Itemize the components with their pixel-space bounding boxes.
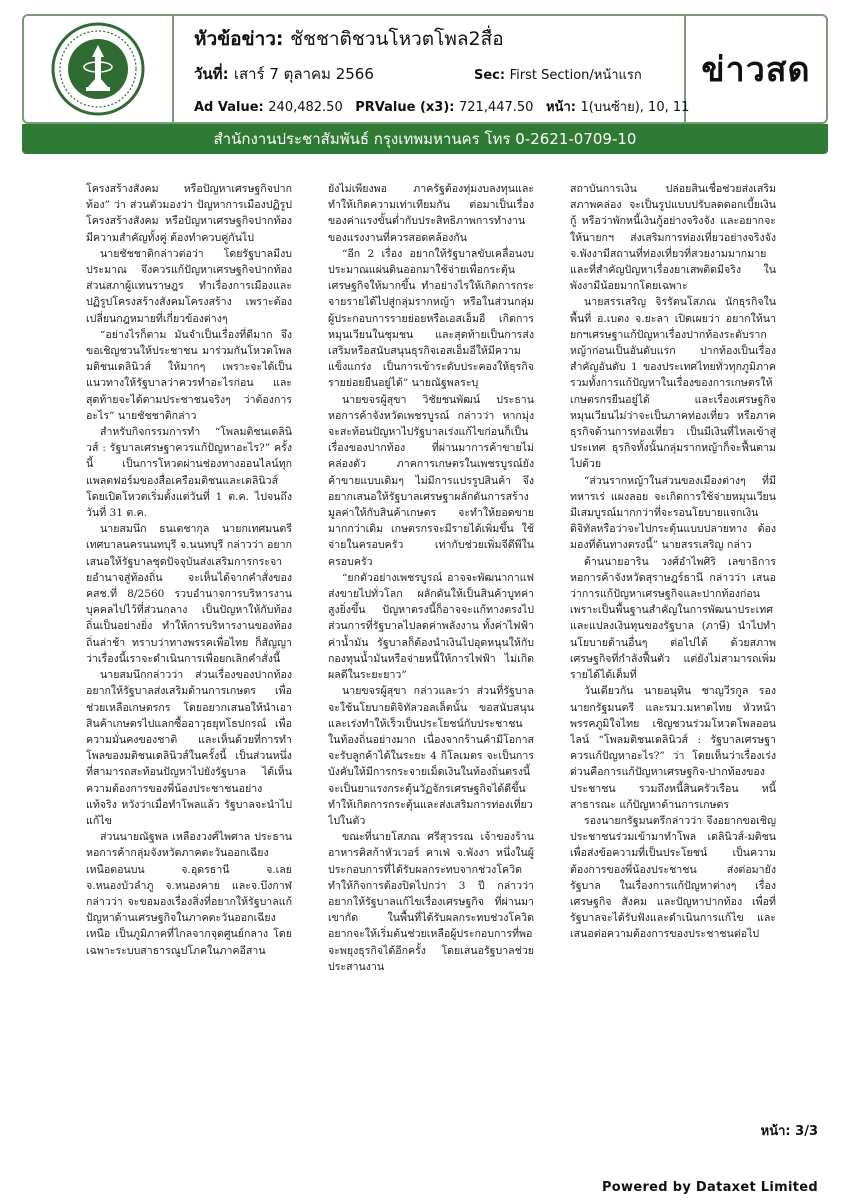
date-text: เสาร์ 7 ตุลาคม 2566 [233, 65, 374, 83]
article-paragraph: นายขจรผู้สุขา กล่าวและว่า ส่วนที่รัฐบาลจะใช้นโยบายดิจิทัลวอลเล็ตนั้น ขอสนับสนุนและเร่งทำให้เร็วเป็นประโยชน์กับประชาชนในท้องถิ่นอย่างมาก เนื่องจากร้านค้ามีโอกาสจะรับลูกค้าได้ในระยะ 4 กิโลเมตร จะเป็นการบังคับให้มีการกระจายเม็ดเงินในท้องถิ่นตรงนี้จะเป็นยาแรงกระตุ้นวัฏจักรเศรษฐกิจได้ดีขึ้น ทำให้เกิดการกระตุ้นและส่งเสริมการท่องเที่ยวไปในตัว [328, 685, 534, 827]
article-column-3 [570, 181, 776, 1091]
article-paragraph: ส่วนนายณัฐพล เหลืองวงศ์ไพศาล ประธานหอการค้ากลุ่มจังหวัดภาคตะวันออกเฉียงเหนือตอนบน จ.อุดรธานี จ.เลย จ.หนองบัวลำภู จ.หนองคาย และจ.บึงกาฬ กล่าวว่า จะขอมองเรื่องสิ่งที่อยากให้รัฐบาลแก้ปัญหาด้านเศรษฐกิจในภาคตะวันออกเฉียงเหนือ เป็นภูมิภาคที่ไกลจากจุดศูนย์กลาง โดยเฉพาะระบบสาธารณูปโภคในภาคอีสาน [86, 831, 292, 957]
page-ref-label: หน้า: [545, 100, 576, 115]
article-paragraph: ขณะที่นายโสภณ ศรีสุวรรณ เจ้าของร้านอาหารคิสก้าหัวเวอร์ คาเฟ่ จ.พังงา หนึ่งในผู้ประกอบการที่ได้รับผลกระทบจากช่วงโควิด ทำให้กิจการต้องปิดไปกว่า 3 ปี กล่าวว่า อยากให้รัฐบาลแก้ไขเรื่องเศรษฐกิจ ที่ผ่านมาเขากัด ในพื้นที่ได้รับผลกระทบช่วงโควิด อยากจะให้เริ่มต้นช่วยเหลือผู้ประกอบการที่พอจะพยุงธุรกิจได้อีกครั้ง โดยเสนอรัฐบาลช่วยประสานงาน [328, 831, 534, 973]
article-paragraph: นายสรรเสริญ จิรรัตนโสภณ นักธุรกิจในพื้นที่ อ.เบตง จ.ยะลา เปิดเผยว่า อยากให้นายกฯเศรษฐาแก้ปัญหาเรื่องปากท้องระดับรากหญ้าก่อนเป็นอันดับแรก ปากท้องเป็นเรื่องสำคัญอันดับ 1 ของประเทศไทยทั่วทุกภูมิภาค รวมทั้งการแก้ปัญหาในเรื่องของการเกษตรให้เกษตรกรยืนอยู่ได้ และเรื่องเศรษฐกิจหมุนเวียนไม่ว่าจะเป็นภาคท่องเที่ยว หรือภาคธุรกิจด้านการท่องเที่ยว เป็นมีเงินที่ไหลเข้าสู่ประเทศ ธุรกิจทั้งนั้นกลุ่มรากหญ้าก็จะฟื้นตามไปด้วย [570, 296, 776, 471]
article-column-1 [86, 181, 292, 1091]
bureau-banner: สำนักงานประชาสัมพันธ์ กรุงเทพมหานคร โทร 0-2621-0709-10 [22, 124, 828, 154]
article-paragraph: นายสมนึกกล่าวว่า ส่วนเรื่องของปากท้องอยากให้รัฐบาลส่งเสริมด้านการเกษตร เพื่อช่วยเหลือเกษตรกร โดยอยากเสนอให้นำเอาสินค้าเกษตรไปแลกซื้ออาวุธยุทโธปกรณ์ เพื่อความมั่นคงของชาติ และเห็นด้วยที่การทำโพลของมติชนเดลินิวส์ในครั้งนี้ เป็นส่วนหนึ่งที่สามารถสะท้อนปัญหาไปยังรัฐบาล ได้เห็นความต้องการของพี่น้องประชาชนอย่างแท้จริง หวังว่าเมื่อทำโพลแล้ว รัฐบาลจะนำไปแก้ไข [86, 669, 292, 827]
article-body [86, 181, 776, 1091]
headline-label: หัวข้อข่าว: [194, 28, 284, 50]
logo-cell [24, 16, 174, 122]
article-paragraph: นายขจรผู้สุขา วิชัยชนพัฒน์ ประธานหอการค้าจังหวัดเพชรบูรณ์ กล่าวว่า หากมุ่งจะสะท้อนปัญหาไปรัฐบาลเร่งแก้ไขก่อนก็เป็นเรื่องของปากท้อง ที่ผ่านมาการค้าขายไม่คล่องตัว ภาคการเกษตรในเพชรบูรณ์ยังค้าขายแบบเดิมๆ ไม่มีการแปรรูปสินค้า จึงอยากเสนอให้รัฐบาลเศรษฐาผลักดันการสร้างมูลค่าให้กับสินค้าเกษตร จะทำให้ยอดขายมากกว่าเดิม เกษตรกรจะมีรายได้เพิ่มขึ้น ใช้จ่ายในครอบครัว เท่ากับช่วยเพิ่มจีดีพีในครอบครัว [328, 393, 534, 568]
article-paragraph: สถาบันการเงิน ปล่อยสินเชื่อช่วยส่งเสริมสภาพคล่อง จะเป็นรูปแบบปรับลดดอกเบี้ยเงินกู้ หรือว่าพักหนี้เงินกู้อย่างจริงจัง และอยากจะให้นายกฯ ส่งเสริมการท่องเที่ยวอย่างจริงจัง จ.พังงามีสถานที่ท่องเที่ยวที่สวยงามมากมาย และที่สำคัญปัญหาเรื่องยาเสพติดมีจริง ในพังงามีน้อยมากโดยเฉพาะ [570, 183, 776, 293]
section-row [474, 64, 642, 85]
article-paragraph: โครงสร้างสังคม หรือปัญหาเศรษฐกิจปากท้อง” ว่า ส่วนตัวมองว่า ปัญหาการเมืองปฏิรูปโครงสร้างสังคม หรือปัญหาเศรษฐกิจปากท้อง มีความสำคัญทั้งคู่ ต้องทำควบคู่กันไป [86, 183, 292, 244]
article-paragraph: “อย่างไรก็ตาม มันจำเป็นเรื่องที่ดีมาก จึงขอเชิญชวนให้ประชาชน มาร่วมกันโหวตโพล มติชนเดลินิวส์ ให้มากๆ เพราะจะได้เป็นแนวทางให้รัฐบาลว่าควรทำอะไรก่อน และสุดท้ายจะได้ตามประชาชนจริงๆ ว่าต้องการอะไร” นายชัชชาติกล่าว [86, 328, 292, 422]
article-paragraph: ยังไม่เพียงพอ ภาครัฐต้องทุ่มงบลงทุนและทำให้เกิดความเท่าเทียมกัน ต่อมาเป็นเรื่องของค่าแรงขั้นต่ำกับประสิทธิภาพการทำงานของแรงงานที่ควรสอดคล้องกัน [328, 183, 534, 244]
article-paragraph: วันเดียวกัน นายอนุทิน ชาญวีรกูล รองนายกรัฐมนตรี และรมว.มหาดไทย หัวหน้าพรรคภูมิใจไทย เชิญชวนร่วมโหวตโพลออนไลน์ “โพลมติชนเดลินิวส์ : รัฐบาลเศรษฐาควรแก้ปัญหาอะไร?” ว่า โดยเห็นว่าเรื่องเร่งด่วนคือการแก้ปัญหาเศรษฐกิจ-ปากท้องของประชาชน รวมถึงหนี้สินครัวเรือน หนี้สาธารณะ แก้ปัญหาด้านการเกษตร [570, 685, 776, 811]
ad-value: 240,482.50 [268, 100, 343, 115]
section-label: Sec: [474, 68, 506, 83]
publication-cell [684, 16, 826, 122]
page-number-value: 3/3 [795, 1124, 818, 1139]
date-label: วันที่: [194, 65, 229, 83]
page-number [761, 1120, 818, 1141]
publication-name: ข่าวสด [701, 50, 811, 90]
ad-value-label: Ad Value: [194, 100, 264, 115]
pr-value: 721,447.50 [459, 100, 534, 115]
date-row [194, 62, 374, 86]
clipping-header [22, 14, 828, 124]
article-paragraph: ด้านนายอาริน วงศ์อำไพศิริ เลขาธิการหอการค้าจังหวัดสุราษฎร์ธานี กล่าวว่า เสนอว่าการแก้ปัญหาเศรษฐกิจและปากท้องก่อนเพราะเป็นพื้นฐานสำคัญในการพัฒนาประเทศ และแปลงเงินทุนของรัฐบาล (ภาษี) นำไปทำนโยบายด้านอื่นๆ ต่อไปได้ ด้วยสภาพเศรษฐกิจที่กำลังฟื้นตัว แต่ยังไม่สามารถเพิ่มรายได้ได้เต็มที่ [570, 555, 776, 682]
headline-row [194, 24, 504, 54]
article-paragraph: สำหรับกิจกรรมการทำ “โพลมติชนเดลินิวส์ : รัฐบาลเศรษฐาควรแก้ปัญหาอะไร?” ครั้งนี้ เป็นการโหวตผ่านช่องทางออนไลน์ทุกแพลตฟอร์มของสื่อเครือมติชนและเดลินิวส์ โดยเปิดโหวตเริ่มตั้งแต่วันที่ 1 ต.ค. ไปจนถึงวันที่ 31 ต.ค. [86, 426, 292, 520]
article-paragraph: “อีก 2 เรื่อง อยากให้รัฐบาลขับเคลื่อนงบประมาณแผ่นดินออกมาใช้จ่ายเพื่อกระตุ้นเศรษฐกิจให้มากขึ้น ทำอย่างไรให้เกิดการกระจายรายได้ไปสู่กลุ่มรากหญ้า หรือในส่วนกลุ่มผู้ประกอบการรายย่อยหรือเอสเอ็มอี เกิดการหมุนเวียนในชุมชน และสุดท้ายเป็นการส่งเสริมหรือสนับสนุนธุรกิจเอสเอ็มอีให้มีความแข็งแกร่ง เป็นการเข้าระดับประคองให้ธุรกิจรายย่อยยืนอยู่ได้” นายณัฐพลระบุ [328, 247, 534, 390]
page-number-label: หน้า: [760, 1124, 791, 1139]
article-paragraph: รองนายกรัฐมนตรีกล่าวว่า จึงอยากขอเชิญประชาชนร่วมเข้ามาทำโพล เดลินิวส์-มติชน เพื่อส่งข้อความที่เป็นประโยชน์ เป็นความต้องการของพี่น้องประชาชน ส่งต่อมายังรัฐบาล ในเรื่องการแก้ปัญหาต่างๆ เรื่องเศรษฐกิจ สังคม และปัญหาปากท้อง เพื่อที่รัฐบาลจะได้รับฟังและดำเนินการแก้ไข และเสนอต่อความต้องการของประชาชนต่อไป [570, 814, 776, 941]
powered-by: Powered by Dataxet Limited [601, 1180, 818, 1195]
article-column-2 [328, 181, 534, 1091]
article-paragraph: นายชัชชาติกล่าวต่อว่า โดยรัฐบาลมีงบประมาณ จึงควรแก้ปัญหาเศรษฐกิจปากท้อง ส่วนสภาผู้แทนราษฎร ทำเรื่องการเมืองและปฏิรูปโครงสร้างสังคมโครงสร้าง เพราะต้องเปลี่ยนกฎหมายที่เกี่ยวข้องต่างๆ [86, 247, 292, 325]
clipping-meta [174, 16, 690, 122]
pr-value-label: PRValue (x3): [355, 100, 455, 115]
bma-seal-logo [50, 21, 146, 117]
article-paragraph: “ยกตัวอย่างเพชรบูรณ์ อาจจะพัฒนากาแฟส่งขายไปทั่วโลก ผลักดันให้เป็นสินค้าบูทค่าสูงยิ่งขึ้น ปัญหาตรงนี้ก็อาจจะแก้ทางตรงไปส่วนการที่รัฐบาลไปลดค่าพลังงาน ทั้งค่าไฟฟ้า ค่าน้ำมัน รัฐบาลก็ต้องนำเงินไปอุดหนุนให้กับกองทุนน้ำมันหรือจ่ายหนี้ให้การไฟฟ้า ไม่เกิดผลดีในระยะยาว” [328, 571, 534, 682]
headline-text: ชัชชาติชวนโหวตโพล2สื่อ [290, 28, 504, 50]
page-ref: 1(บนซ้าย), 10, 11 [580, 100, 690, 115]
section-text: First Section/หน้าแรก [509, 68, 642, 83]
value-row [194, 96, 689, 117]
article-paragraph: “ส่วนรากหญ้าในส่วนของเมืองต่างๆ ที่มีทหารเร่ แผงลอย จะเกิดการใช้จ่ายหมุนเวียน มีเสมบูรณ์มากกว่าที่จะรอนโยบายแจกเงินดิจิทัลหรือว่าจะไปกระตุ้นแบบปลายทาง ต้องมองที่ต้นทางตรงนี้” นายสรรเสริญ กล่าว [570, 474, 776, 552]
article-paragraph: นายสมนึก ธนเดชากุล นายกเทศมนตรีเทศบาลนครนนทบุรี จ.นนทบุรี กล่าวว่า อยากเสนอให้รัฐบาลชุดปัจจุบันส่งเสริมการกระจายอำนาจสู่ท้องถิ่น จะเห็นได้จากคำสั่งของคสช.ที่ 8/2560 รวบอำนาจการบริหารงานบุคคลไปไว้ที่ส่วนกลาง เป็นปัญหาให้กับท้องถิ่นเป็นอย่างยิ่ง ทำให้การบริหารงานของท้องถิ่นล่าช้า ทราบว่าทางพรรคเพื่อไทย ก็สัญญาว่าเรื่องนี้เราจะดำเนินการเพื่อยกเลิกคำสั่งนี้ [86, 523, 292, 665]
